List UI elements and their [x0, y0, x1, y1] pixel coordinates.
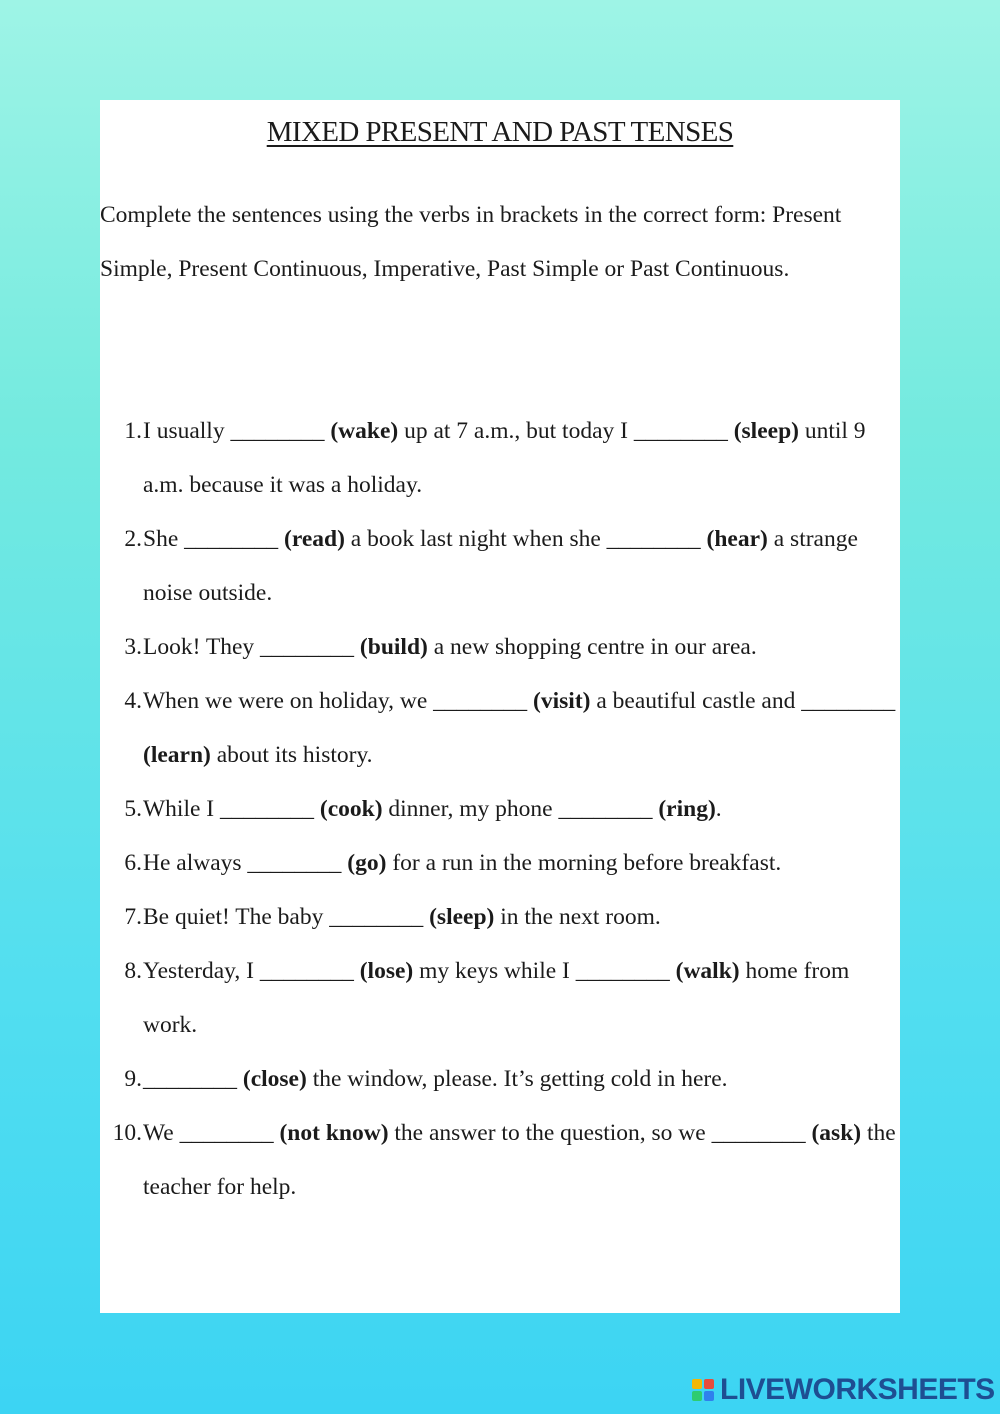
- instructions: Complete the sentences using the verbs in brackets in the correct form: Present Simple, Present Continuous, Imperative, Past Simple or Past Continuous.: [100, 202, 842, 282]
- verb-hint: (sleep): [733, 418, 799, 444]
- worksheet-title: MIXED PRESENT AND PAST TENSES: [266, 116, 734, 148]
- verb-hint: (wake): [330, 418, 399, 444]
- question-item: [100, 1052, 900, 1106]
- question-text: When we were on holiday, we ________: [143, 688, 534, 714]
- verb-hint: (visit): [533, 688, 591, 714]
- logo-square: [692, 1391, 702, 1401]
- verb-hint: (go): [347, 850, 387, 876]
- question-item: [100, 620, 900, 674]
- question-text: about its history.: [210, 742, 373, 768]
- question-item: [100, 836, 900, 890]
- question-list: [100, 404, 900, 1214]
- question-number: 4.: [124, 688, 142, 714]
- question-item: [100, 782, 900, 836]
- question-text: While I ________: [143, 796, 320, 822]
- verb-hint: (lose): [359, 958, 414, 984]
- question-item: [100, 404, 900, 512]
- question-text: for a run in the morning before breakfast.: [386, 850, 782, 876]
- logo-text: LIVEWORKSHEETS: [720, 1373, 995, 1406]
- logo-square: [704, 1391, 714, 1401]
- question-number: 5.: [124, 796, 142, 822]
- question-text: the answer to the question, so we ________: [388, 1120, 812, 1146]
- liveworksheets-logo-icon: [692, 1379, 714, 1401]
- question-number: 10.: [112, 1120, 142, 1146]
- question-text: dinner, my phone ________: [382, 796, 659, 822]
- question-text: He always ________: [143, 850, 348, 876]
- question-number: 9.: [124, 1066, 142, 1092]
- verb-hint: (hear): [706, 526, 768, 552]
- question-text: the window, please. It’s getting cold in here.: [306, 1066, 728, 1092]
- question-text: Yesterday, I ________: [143, 958, 360, 984]
- logo-square: [692, 1379, 702, 1389]
- question-item: [100, 944, 900, 1052]
- question-text: I usually ________: [143, 418, 331, 444]
- question-text: up at 7 a.m., but today I ________: [398, 418, 734, 444]
- question-text: a book last night when she ________: [344, 526, 707, 552]
- verb-hint: (build): [359, 634, 428, 660]
- question-number: 7.: [124, 904, 142, 930]
- verb-hint: (close): [242, 1066, 307, 1092]
- question-number: 6.: [124, 850, 142, 876]
- question-text: a new shopping centre in our area.: [427, 634, 757, 660]
- question-text: Be quiet! The baby ________: [143, 904, 430, 930]
- question-item: [100, 512, 900, 620]
- liveworksheets-logo: [692, 1374, 995, 1406]
- question-text: .: [715, 796, 722, 822]
- question-text: a beautiful castle and ________: [590, 688, 896, 714]
- question-text: She ________: [143, 526, 284, 552]
- question-text: the teacher for help.: [143, 1120, 896, 1200]
- question-number: 3.: [124, 634, 142, 660]
- verb-hint: (not know): [279, 1120, 389, 1146]
- verb-hint: (walk): [675, 958, 740, 984]
- question-text: ________: [143, 1066, 243, 1092]
- verb-hint: (ring): [658, 796, 716, 822]
- question-item: [100, 674, 900, 782]
- question-number: 8.: [124, 958, 142, 984]
- question-text: until 9 a.m. because it was a holiday.: [143, 418, 866, 498]
- question-text: in the next room.: [494, 904, 661, 930]
- verb-hint: (read): [284, 526, 345, 552]
- verb-hint: (ask): [811, 1120, 862, 1146]
- question-text: a strange noise outside.: [143, 526, 858, 606]
- question-text: home from work.: [143, 958, 850, 1038]
- worksheet-page: [100, 100, 900, 1313]
- question-text: my keys while I ________: [413, 958, 676, 984]
- question-item: [100, 1106, 900, 1214]
- question-item: [100, 890, 900, 944]
- question-text: Look! They ________: [143, 634, 360, 660]
- question-number: 1.: [124, 418, 142, 444]
- verb-hint: (sleep): [429, 904, 495, 930]
- verb-hint: (learn): [143, 742, 211, 768]
- logo-square: [704, 1379, 714, 1389]
- question-number: 2.: [124, 526, 142, 552]
- question-text: We ________: [143, 1120, 280, 1146]
- verb-hint: (cook): [319, 796, 383, 822]
